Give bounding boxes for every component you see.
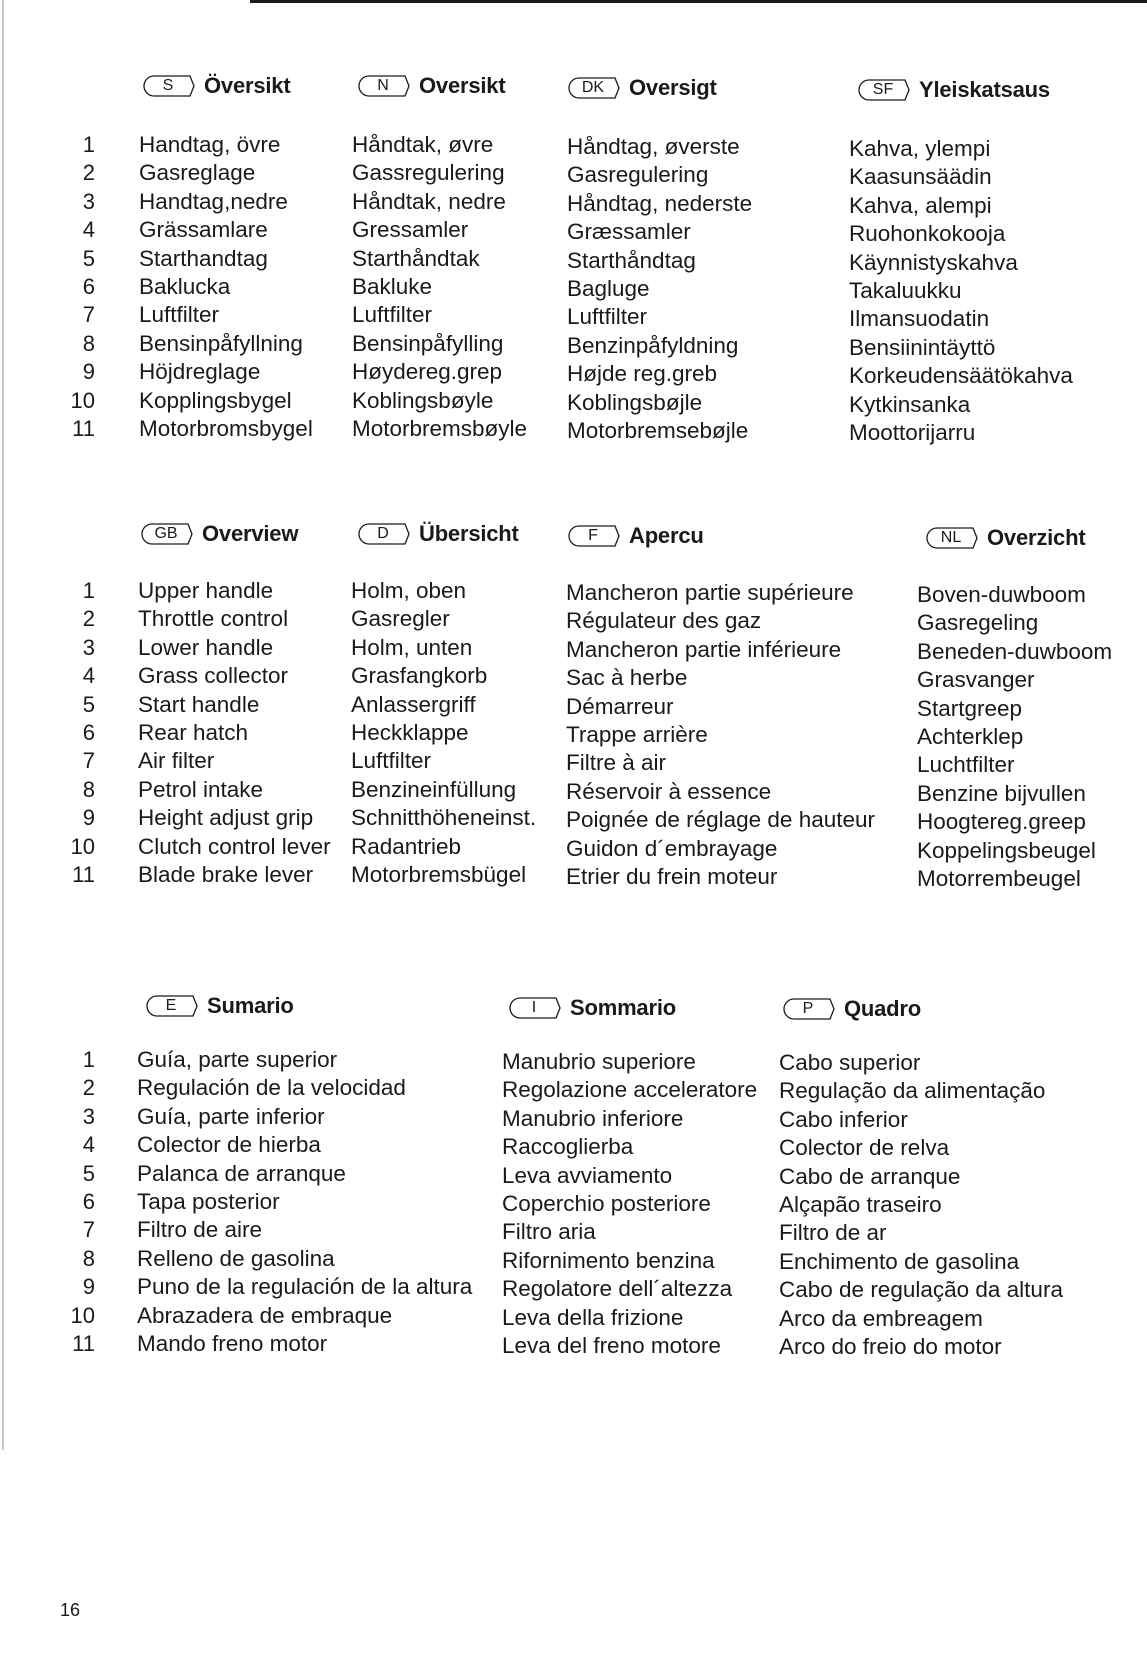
row-number: 11 (72, 861, 95, 887)
list-item: Gasreglage (139, 160, 256, 186)
list-item: Height adjust grip (138, 805, 314, 831)
row-number: 8 (82, 330, 95, 356)
column-dutch (917, 581, 1112, 893)
list-item: Motorbremsbøyle (352, 415, 528, 441)
section-title: Oversikt (419, 73, 506, 98)
list-item: Ilmansuodatin (849, 306, 990, 332)
list-item: Kahva, alempi (849, 192, 992, 218)
list-item: Etrier du frein moteur (566, 863, 778, 889)
list-item: Alçapão traseiro (779, 1191, 942, 1217)
list-item: Benzine bijvullen (917, 780, 1086, 806)
list-item: Mando freno motor (137, 1330, 328, 1356)
list-item: Manubrio superiore (502, 1049, 696, 1074)
row-number: 11 (72, 1330, 95, 1356)
section-title: Quadro (844, 996, 922, 1021)
row-number: 7 (82, 302, 95, 328)
row-number: 5 (82, 1160, 95, 1186)
list-item: Guía, parte inferior (137, 1103, 325, 1129)
list-item: Air filter (138, 748, 215, 774)
left-margin-rule (2, 0, 4, 1450)
header-p (780, 993, 921, 1025)
list-item: Réservoir à essence (566, 778, 772, 804)
list-item: Rear hatch (138, 719, 249, 745)
column-norwegian (352, 131, 527, 443)
list-item: Start handle (138, 691, 260, 717)
list-item: Tapa posterior (137, 1188, 280, 1214)
row-number: 6 (82, 273, 95, 299)
list-item: Throttle control (138, 606, 289, 632)
list-item: Rifornimento benzina (502, 1247, 715, 1273)
list-item: Arco do freio do motor (779, 1333, 1002, 1359)
list-item: Ruohonkokooja (849, 221, 1006, 247)
list-item: Gassregulering (352, 160, 505, 186)
country-badge-d: D (355, 522, 411, 546)
column-portuguese (779, 1049, 1063, 1361)
row-number: 9 (82, 359, 95, 385)
country-badge-i: I (506, 996, 562, 1020)
row-number-column (55, 577, 95, 889)
header-gb (138, 518, 298, 550)
list-item: Regolatore dell´altezza (502, 1276, 733, 1302)
list-item: Petrol intake (138, 776, 264, 802)
list-item: Colector de relva (779, 1135, 950, 1161)
list-item: Cabo inferior (779, 1106, 908, 1132)
section-title: Sumario (207, 993, 294, 1018)
list-item: Gasregulering (567, 162, 709, 188)
header-n (355, 70, 505, 102)
list-item: Höjdreglage (139, 359, 261, 385)
row-number: 7 (82, 1217, 95, 1243)
column-french (566, 579, 875, 891)
list-item: Luftfilter (567, 304, 648, 330)
list-item: Grasfangkorb (351, 663, 488, 689)
list-item: Kaasunsäädin (849, 164, 992, 190)
country-badge-f: F (565, 524, 621, 548)
row-number: 3 (82, 1103, 95, 1129)
list-item: Handtag, övre (139, 132, 281, 157)
country-badge-nl: NL (923, 526, 979, 550)
header-f (565, 520, 704, 552)
country-badge-gb: GB (138, 522, 194, 546)
list-item: Bakluke (352, 273, 433, 299)
column-english (138, 577, 331, 889)
section-title: Yleiskatsaus (919, 77, 1050, 102)
list-item: Cabo de arranque (779, 1163, 961, 1189)
list-item: Enchimento de gasolina (779, 1248, 1020, 1274)
list-item: Radantrieb (351, 833, 462, 859)
list-item: Håndtag, nederste (567, 190, 753, 216)
list-item: Baklucka (139, 273, 231, 299)
row-number: 1 (82, 1047, 95, 1072)
row-number: 2 (82, 606, 95, 632)
row-number: 10 (70, 387, 95, 413)
list-item: Koblingsbøyle (352, 387, 494, 413)
row-number: 11 (72, 415, 95, 441)
list-item: Regulação da alimentação (779, 1078, 1046, 1104)
column-german (351, 577, 536, 889)
list-item: Startgreep (917, 695, 1023, 721)
list-item: Handtag,nedre (139, 188, 288, 214)
section-title: Overzicht (987, 525, 1086, 550)
column-finnish (849, 135, 1073, 447)
list-item: Holm, unten (351, 634, 473, 660)
list-item: Sac à herbe (566, 665, 688, 691)
list-item: Moottorijarru (849, 419, 976, 445)
row-number: 2 (82, 1075, 95, 1101)
list-item: Koppelingsbeugel (917, 837, 1096, 863)
list-item: Beneden-duwboom (917, 638, 1113, 664)
list-item: Puno de la regulación de la altura (137, 1274, 473, 1300)
list-item: Guía, parte superior (137, 1047, 338, 1072)
list-item: Poignée de réglage de hauteur (566, 807, 876, 833)
list-item: Starthåndtag (567, 247, 696, 273)
list-item: Regolazione acceleratore (502, 1077, 758, 1103)
list-item: Grass collector (138, 663, 289, 689)
list-item: Holm, oben (351, 578, 467, 603)
list-item: Raccoglierba (502, 1134, 634, 1160)
row-number: 6 (82, 1188, 95, 1214)
list-item: Käynnistyskahva (849, 249, 1018, 275)
country-badge-s: S (140, 74, 196, 98)
list-item: Grässamlare (139, 217, 268, 243)
row-number: 2 (82, 160, 95, 186)
country-badge-n: N (355, 74, 411, 98)
list-item: Kopplingsbygel (139, 387, 292, 413)
row-number: 8 (82, 1245, 95, 1271)
list-item: Højde reg.greb (567, 361, 718, 387)
list-item: Lower handle (138, 634, 274, 660)
list-item: Filtro de aire (137, 1217, 263, 1243)
row-number-column (55, 1046, 95, 1358)
row-number: 4 (82, 217, 95, 243)
list-item: Abrazadera de embraque (137, 1302, 393, 1328)
list-item: Bensiinintäyttö (849, 334, 996, 360)
list-item: Gressamler (352, 217, 469, 243)
list-item: Coperchio posteriore (502, 1190, 711, 1216)
row-number-column (55, 131, 95, 443)
list-item: Benzineinfüllung (351, 776, 517, 802)
row-number: 3 (82, 634, 95, 660)
section-title: Oversigt (629, 75, 717, 100)
list-item: Håndtak, nedre (352, 188, 506, 214)
list-item: Håndtak, øvre (352, 132, 494, 157)
list-item: Benzinpåfyldning (567, 332, 739, 358)
list-item: Achterklep (917, 723, 1024, 749)
country-badge-dk: DK (565, 76, 621, 100)
list-item: Mancheron partie supérieure (566, 580, 854, 605)
list-item: Heckklappe (351, 719, 469, 745)
list-item: Mancheron partie inférieure (566, 636, 842, 662)
section-title: Overview (202, 521, 299, 546)
list-item: Palanca de arranque (137, 1160, 346, 1186)
column-italian (502, 1048, 757, 1360)
row-number: 10 (70, 1302, 95, 1328)
list-item: Anlassergriff (351, 691, 476, 717)
section-title: Översikt (204, 73, 291, 98)
list-item: Boven-duwboom (917, 582, 1086, 607)
list-item: Cabo superior (779, 1050, 921, 1075)
page-number: 16 (60, 1600, 81, 1620)
row-number: 9 (82, 805, 95, 831)
list-item: Motorbremsbügel (351, 861, 527, 887)
list-item: Filtre à air (566, 750, 667, 776)
list-item: Arco da embreagem (779, 1305, 983, 1331)
list-item: Grasvanger (917, 667, 1035, 693)
list-item: Korkeudensäätökahva (849, 363, 1073, 389)
list-item: Høydereg.grep (352, 359, 503, 385)
list-item: Manubrio inferiore (502, 1105, 684, 1131)
list-item: Relleno de gasolina (137, 1245, 335, 1271)
list-item: Motorbremsebøjle (567, 417, 749, 443)
section-title: Sommario (570, 995, 676, 1020)
list-item: Gasregler (351, 606, 450, 632)
header-nl (923, 522, 1085, 554)
list-item: Clutch control lever (138, 833, 331, 859)
list-item: Håndtag, øverste (567, 134, 740, 159)
section-title: Übersicht (419, 521, 519, 546)
list-item: Hoogtereg.greep (917, 809, 1086, 835)
list-item: Luchtfilter (917, 752, 1015, 778)
row-number: 4 (82, 663, 95, 689)
list-item: Bensinpåfylling (352, 330, 504, 356)
row-number: 5 (82, 245, 95, 271)
list-item: Starthåndtak (352, 245, 480, 271)
country-badge-sf: SF (855, 78, 911, 102)
header-d (355, 518, 519, 550)
list-item: Græssamler (567, 219, 691, 245)
section-title: Apercu (629, 523, 704, 548)
list-item: Koblingsbøjle (567, 389, 703, 415)
column-spanish (137, 1046, 472, 1358)
country-badge-e: E (143, 994, 199, 1018)
top-rule (250, 0, 1147, 3)
column-danish (567, 133, 752, 445)
row-number: 1 (82, 132, 95, 157)
list-item: Motorrembeugel (917, 865, 1081, 891)
header-sf (855, 74, 1050, 106)
list-item: Regulación de la velocidad (137, 1075, 406, 1101)
list-item: Luftfilter (352, 302, 433, 328)
list-item: Démarreur (566, 693, 674, 719)
list-item: Luftfilter (139, 302, 220, 328)
list-item: Upper handle (138, 578, 274, 603)
list-item: Trappe arrière (566, 721, 708, 747)
row-number: 10 (70, 833, 95, 859)
list-item: Gasregeling (917, 610, 1039, 636)
list-item: Leva della frizione (502, 1304, 684, 1330)
list-item: Leva avviamento (502, 1162, 673, 1188)
list-item: Leva del freno motore (502, 1332, 721, 1358)
list-item: Bagluge (567, 275, 650, 301)
list-item: Kytkinsanka (849, 391, 971, 417)
list-item: Blade brake lever (138, 861, 314, 887)
row-number: 9 (82, 1274, 95, 1300)
list-item: Guidon d´embrayage (566, 835, 778, 861)
row-number: 6 (82, 719, 95, 745)
country-badge-p: P (780, 997, 836, 1021)
row-number: 3 (82, 188, 95, 214)
list-item: Kahva, ylempi (849, 136, 991, 161)
column-swedish (139, 131, 313, 443)
header-s (140, 70, 290, 102)
list-item: Schnitthöheneinst. (351, 805, 537, 831)
list-item: Motorbromsbygel (139, 415, 313, 441)
list-item: Filtro de ar (779, 1220, 887, 1246)
row-number: 7 (82, 748, 95, 774)
row-number: 1 (82, 578, 95, 603)
list-item: Bensinpåfyllning (139, 330, 303, 356)
list-item: Starthandtag (139, 245, 268, 271)
list-item: Colector de hierba (137, 1132, 321, 1158)
list-item: Takaluukku (849, 277, 962, 303)
row-number: 5 (82, 691, 95, 717)
list-item: Luftfilter (351, 748, 432, 774)
header-e (143, 990, 294, 1022)
list-item: Filtro aria (502, 1219, 596, 1245)
row-number: 8 (82, 776, 95, 802)
list-item: Cabo de regulação da altura (779, 1277, 1063, 1303)
row-number: 4 (82, 1132, 95, 1158)
header-i (506, 992, 676, 1024)
header-dk (565, 72, 717, 104)
list-item: Régulateur des gaz (566, 608, 762, 634)
